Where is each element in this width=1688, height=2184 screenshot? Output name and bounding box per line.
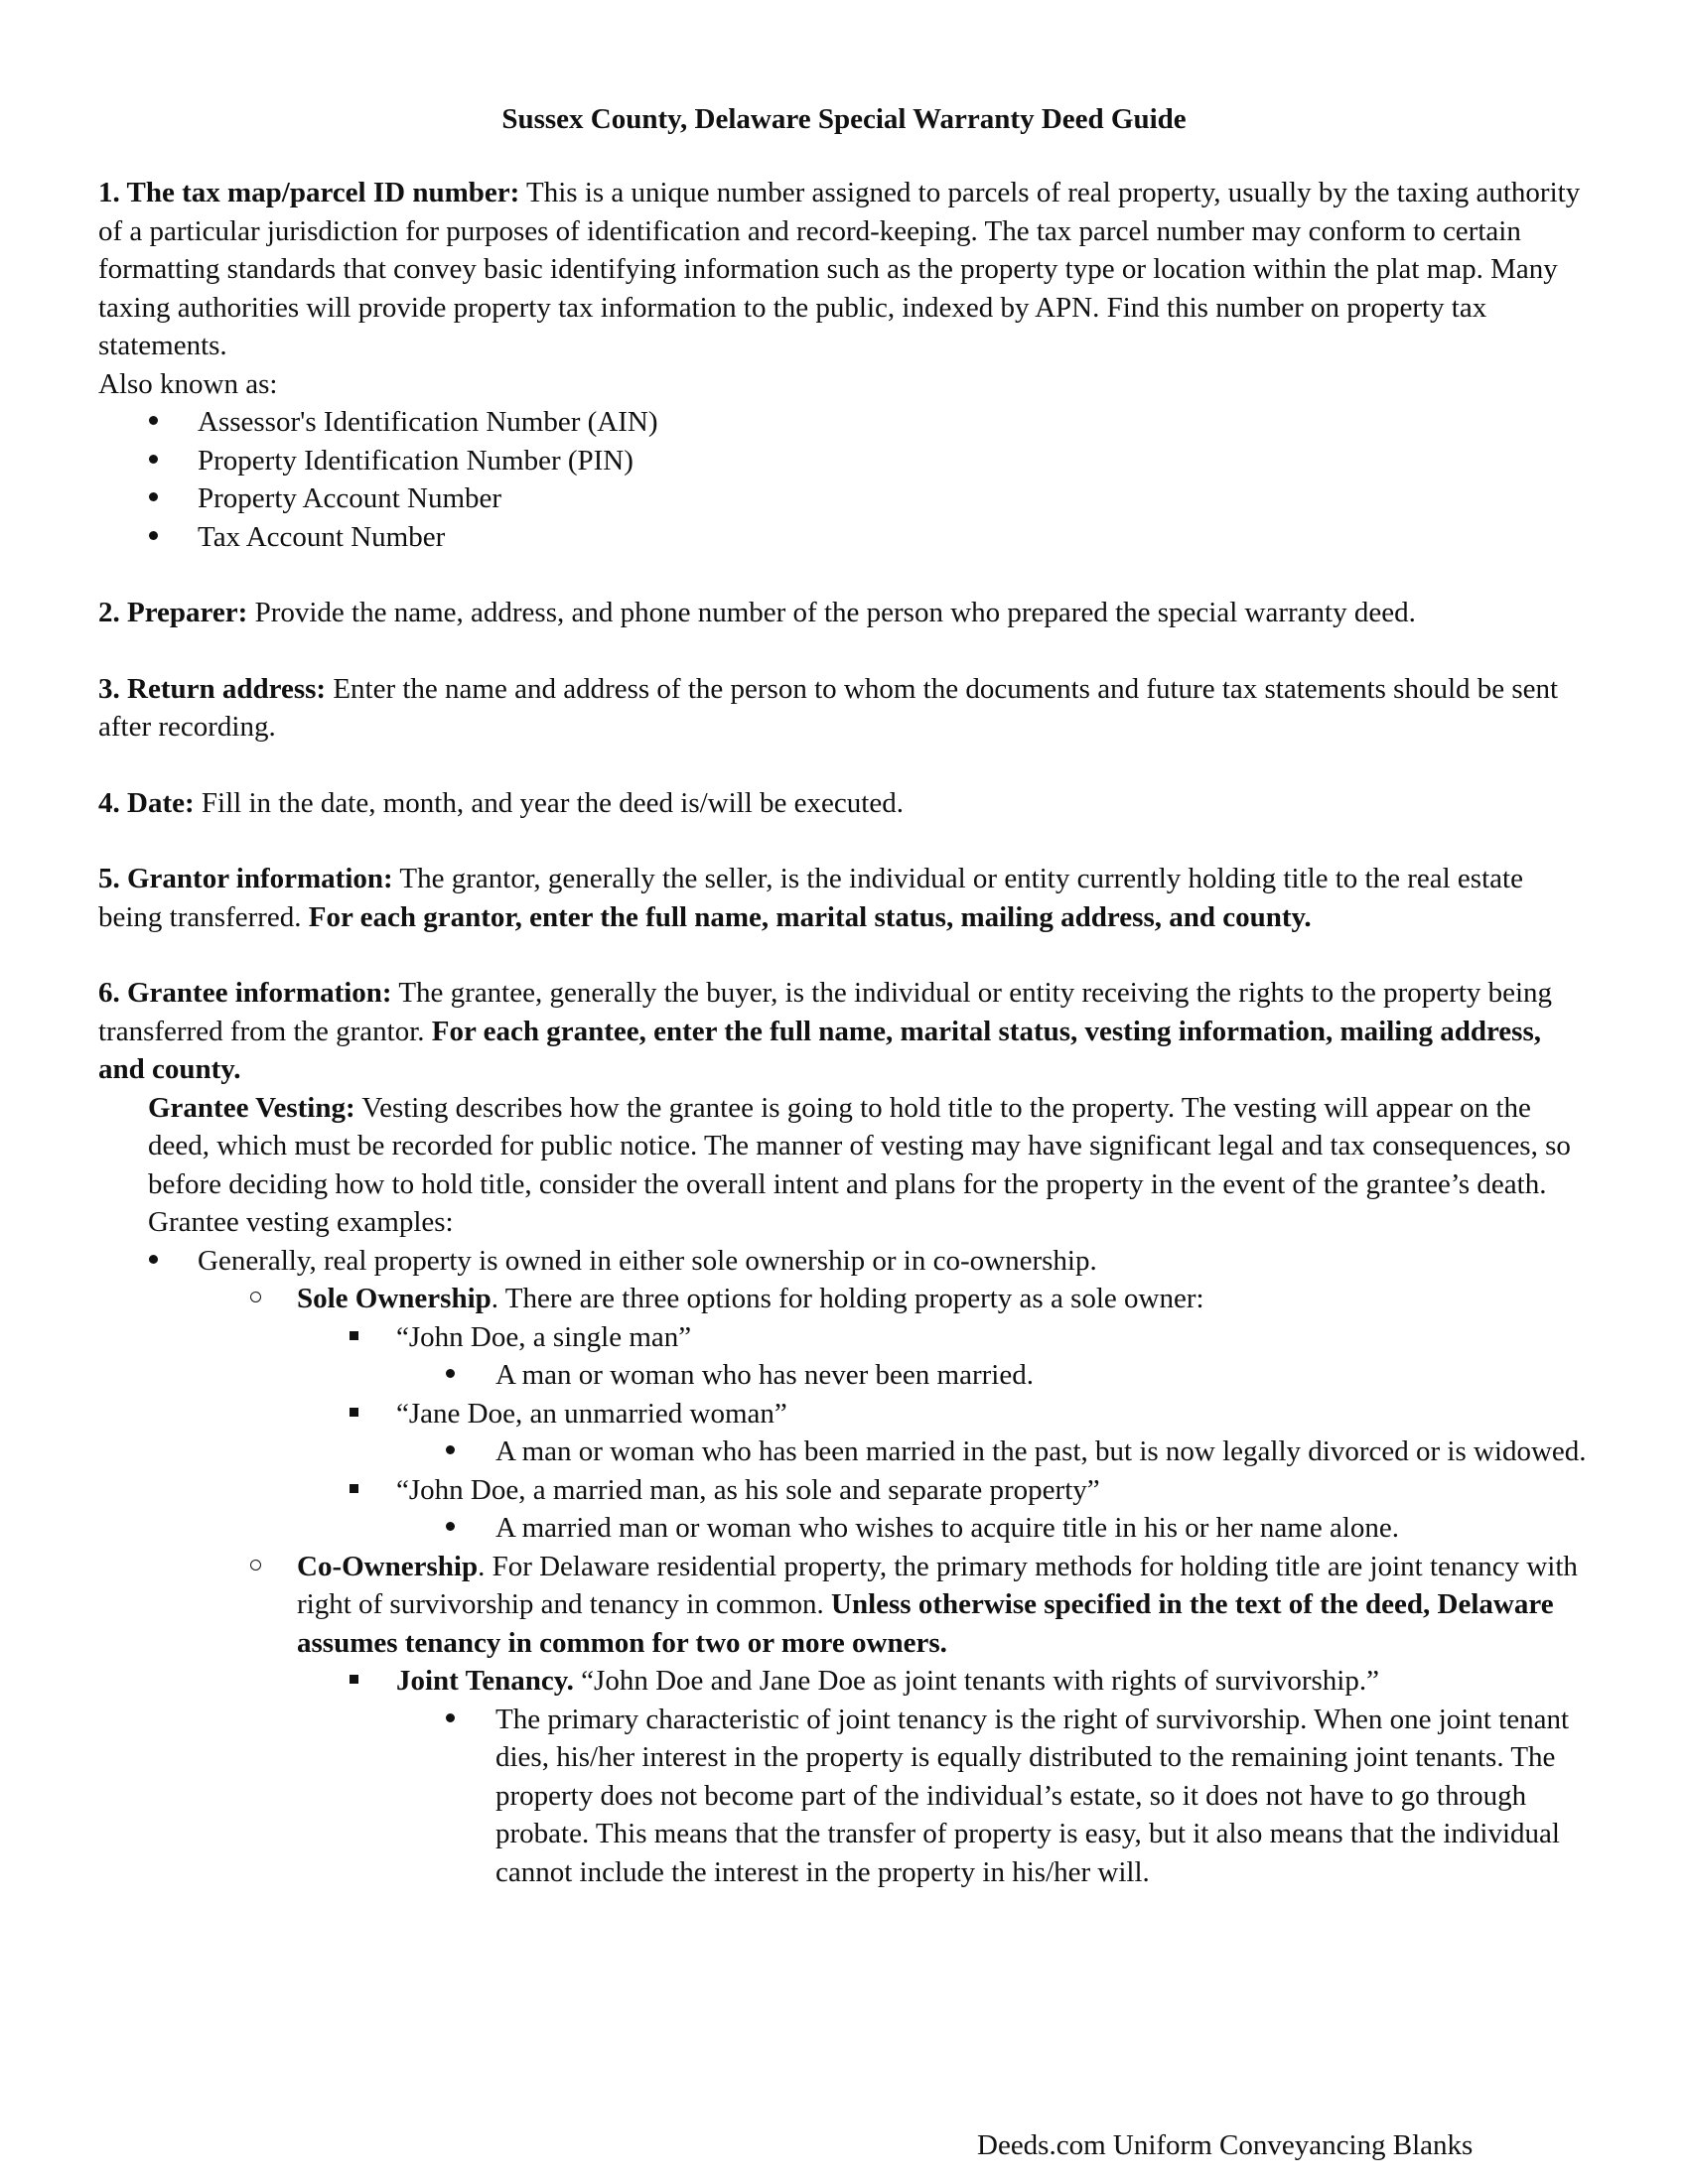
section-5: 5. Grantor information: The grantor, generally the seller, is the individual or entity currently holding title to the real estate being transferred. For each grantor, enter the full name, marital status, mailing address, and county.: [98, 863, 1523, 933]
grantee-vesting: Grantee Vesting: Vesting describes how the grantee is going to hold title to the property. The vesting will appear on the deed, which must be recorded for public notice. The manner of vesting may have significant legal and tax consequences, so before deciding how to hold title, consider the overall intent and plans for the property in the event of the grantee’s death. Grantee vesting examples:: [148, 1091, 1571, 1238]
list-item: Property Identification Number (PIN): [98, 442, 1588, 480]
bullet-icon: [446, 1713, 455, 1722]
list-item: “John Doe, a single man”: [98, 1318, 1588, 1357]
list-item: Tax Account Number: [98, 518, 1588, 557]
section-4: 4. Date: Fill in the date, month, and year the deed is/will be executed.: [98, 786, 904, 819]
square-bullet-icon: [350, 1484, 358, 1493]
section-2: 2. Preparer: Provide the name, address, and phone number of the person who prepared the special warranty deed.: [98, 597, 1416, 628]
aka-label: Also known as:: [98, 367, 278, 400]
circle-bullet-icon: [250, 1560, 261, 1570]
list-item: A man or woman who has been married in the past, but is now legally divorced or is widowed.: [98, 1433, 1588, 1471]
list-item: A man or woman who has never been married.: [98, 1356, 1588, 1395]
circle-bullet-icon: [250, 1292, 261, 1302]
square-bullet-icon: [350, 1675, 358, 1684]
list-item: Co-Ownership. For Delaware residential property, the primary methods for holding title are joint tenancy with right of survivorship and tenancy in common. Unless otherwise specified in the text of the deed, Delaware assumes tenancy in common for two or more owners.: [98, 1548, 1588, 1663]
square-bullet-icon: [350, 1331, 358, 1340]
list-item: Property Account Number: [98, 479, 1588, 518]
section-3: 3. Return address: Enter the name and address of the person to whom the documents and future tax statements should be sent after recording.: [98, 672, 1559, 743]
bullet-icon: [149, 416, 158, 425]
bullet-icon: [149, 531, 158, 540]
document-title: Sussex County, Delaware Special Warranty Deed Guide: [501, 103, 1187, 135]
bullet-icon: [149, 1255, 158, 1264]
list-item: “John Doe, a married man, as his sole and separate property”: [98, 1471, 1588, 1510]
bullet-icon: [446, 1369, 455, 1378]
list-item: Sole Ownership. There are three options for holding property as a sole owner:: [98, 1280, 1588, 1318]
list-item: “Jane Doe, an unmarried woman”: [98, 1395, 1588, 1433]
bullet-icon: [446, 1522, 455, 1531]
section-1-text: This is a unique number assigned to parcels of real property, usually by the taxing authority of a particular jurisdiction for purposes of identification and record-keeping. The tax parcel number may conform to certain formatting standards that convey basic identifying information such as the property type or location within the plat map. Many taxing authorities will provide property tax information to the public, indexed by APN. Find this number on property tax statements.: [98, 177, 1581, 361]
square-bullet-icon: [350, 1408, 358, 1417]
list-item: The primary characteristic of joint tenancy is the right of survivorship. When one joint tenant dies, his/her interest in the property is equally distributed to the remaining joint tenants. The property does not become part of the individual’s estate, so it does not have to go through probate. This means that the transfer of property is easy, but it also means that the individual cannot include the interest in the property in his/her will.: [98, 1701, 1588, 1892]
list-item: Assessor's Identification Number (AIN): [98, 403, 1588, 442]
footer-text: Deeds.com Uniform Conveyancing Blanks: [977, 2129, 1474, 2161]
section-1: [98, 174, 1588, 365]
list-item: A married man or woman who wishes to acquire title in his or her name alone.: [98, 1509, 1588, 1548]
list-item: Generally, real property is owned in either sole ownership or in co-ownership.: [98, 1242, 1588, 1281]
document-body: [98, 174, 1588, 1891]
bullet-icon: [149, 455, 158, 464]
section-1-label: 1. The tax map/parcel ID number:: [98, 177, 520, 208]
bullet-icon: [446, 1445, 455, 1454]
section-6: 6. Grantee information: The grantee, generally the buyer, is the individual or entity receiving the rights to the property being transferred from the grantor. For each grantee, enter the full name, marital status, vesting information, mailing address, and county.: [98, 977, 1553, 1085]
bullet-icon: [149, 492, 158, 501]
list-item: Joint Tenancy. “John Doe and Jane Doe as joint tenants with rights of survivorship.”: [98, 1662, 1588, 1701]
